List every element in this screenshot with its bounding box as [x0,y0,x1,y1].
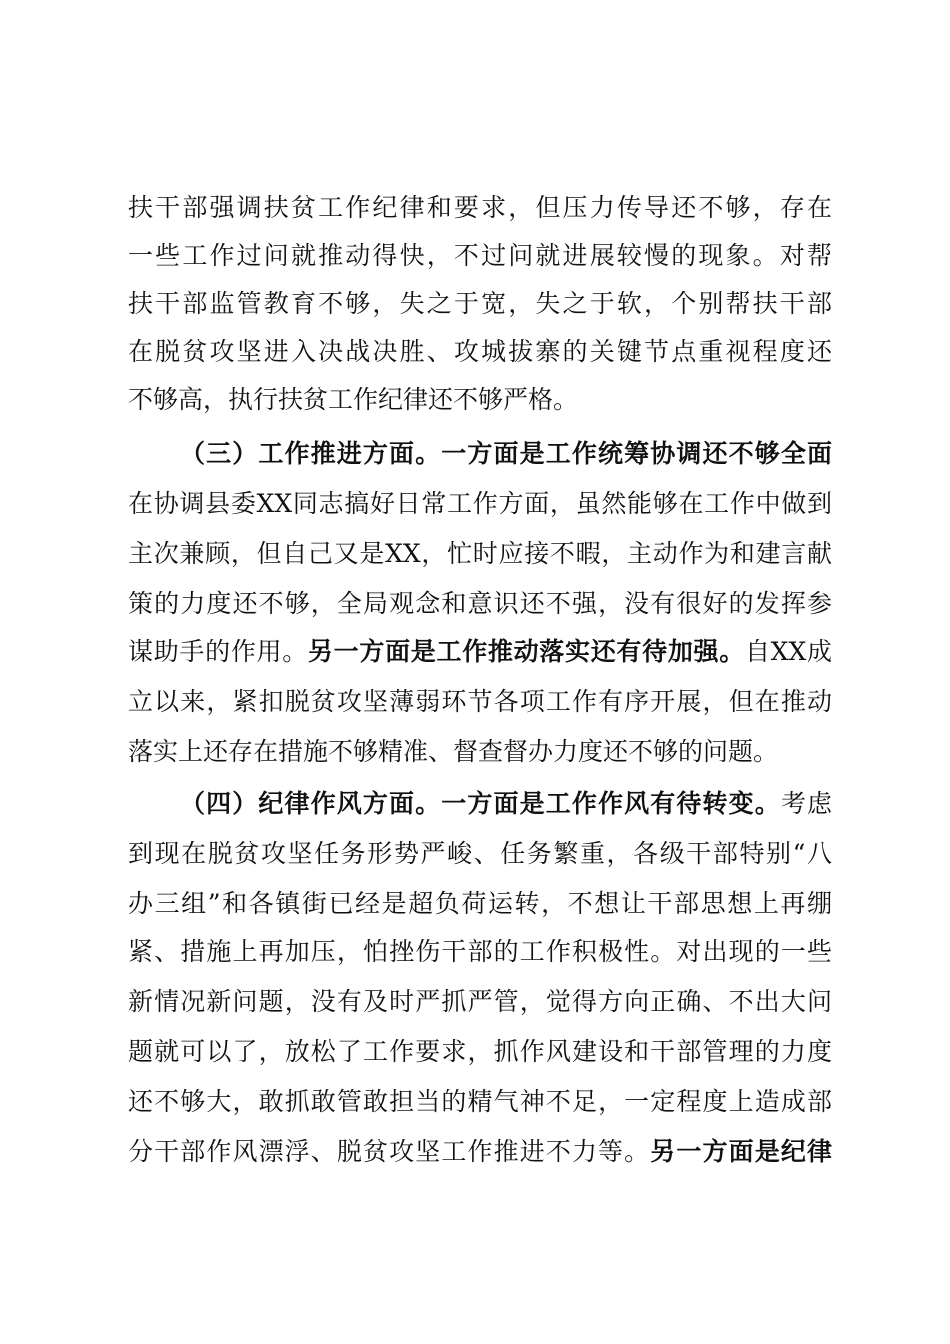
text-line [128,236,832,276]
text-run: 立以来，紧扣脱贫攻坚薄弱环节各项工作有序开展，但在推动 [128,687,832,716]
text-run-bold: 另一方面是纪律 [650,1137,832,1166]
text-run: 自XX成 [744,637,832,666]
text-line [128,484,832,524]
text-run: 谋助手的作用。 [128,637,308,666]
text-line [128,284,832,324]
text-line [128,332,832,372]
text-run: 紧、措施上再加压，怕挫伤干部的工作积极性。对出现的一些 [128,937,832,966]
text-line [128,380,832,420]
text-run: 策的力度还不够，全局观念和意识还不强，没有很好的发挥参 [128,589,832,618]
text-run: 一些工作过问就推动得快，不过问就进展较慢的现象。对帮 [128,241,832,270]
section-heading-4 [180,784,832,824]
text-line [128,884,832,924]
text-run: 主次兼顾，但自己又是XX，忙时应接不暇，主动作为和建言献 [128,539,832,568]
text-line [128,834,832,874]
text-run: 到现在脱贫攻坚任务形势严峻、任务繁重，各级干部特别“八 [128,839,832,868]
text-line [128,932,832,972]
text-line [128,584,832,624]
text-line [128,1082,832,1122]
text-run: 题就可以了，放松了工作要求，抓作风建设和干部管理的力度 [128,1037,832,1066]
text-run: 扶干部强调扶贫工作纪律和要求，但压力传导还不够，存在 [128,193,832,222]
text-run: 还不够大，敢抓敢管敢担当的精气神不足，一定程度上造成部 [128,1087,832,1116]
text-line [128,188,832,228]
text-run: 新情况新问题，没有及时严抓严管，觉得方向正确、不出大问 [128,987,832,1016]
text-run: 扶干部监管教育不够，失之于宽，失之于软，个别帮扶干部 [128,289,832,318]
text-run: 办三组”和各镇街已经是超负荷运转，不想让干部思想上再绷 [128,889,832,918]
text-line [128,1032,832,1072]
text-run-bold: （四）纪律作风方面。一方面是工作作风有待转变。 [180,789,781,818]
text-line [128,632,832,672]
text-line [128,1132,832,1172]
text-line [128,534,832,574]
section-heading-3 [180,434,832,474]
text-run: 在脱贫攻坚进入决战决胜、攻城拔寨的关键节点重视程度还 [128,337,832,366]
text-line [128,982,832,1022]
text-line [128,682,832,722]
text-run: 考虑 [780,789,832,818]
text-line [128,732,832,772]
text-run: 落实上还存在措施不够精准、督查督办力度还不够的问题。 [128,737,779,766]
text-run-bold: （三）工作推进方面。一方面是工作统筹协调还不够全面 [180,439,832,468]
text-run: 不够高，执行扶贫工作纪律还不够严格。 [128,385,579,414]
text-run: 在协调县委XX同志搞好日常工作方面，虽然能够在工作中做到 [128,489,832,518]
text-run: 分干部作风漂浮、脱贫攻坚工作推进不力等。 [128,1137,651,1166]
text-run-bold: 另一方面是工作推动落实还有待加强。 [307,637,745,666]
